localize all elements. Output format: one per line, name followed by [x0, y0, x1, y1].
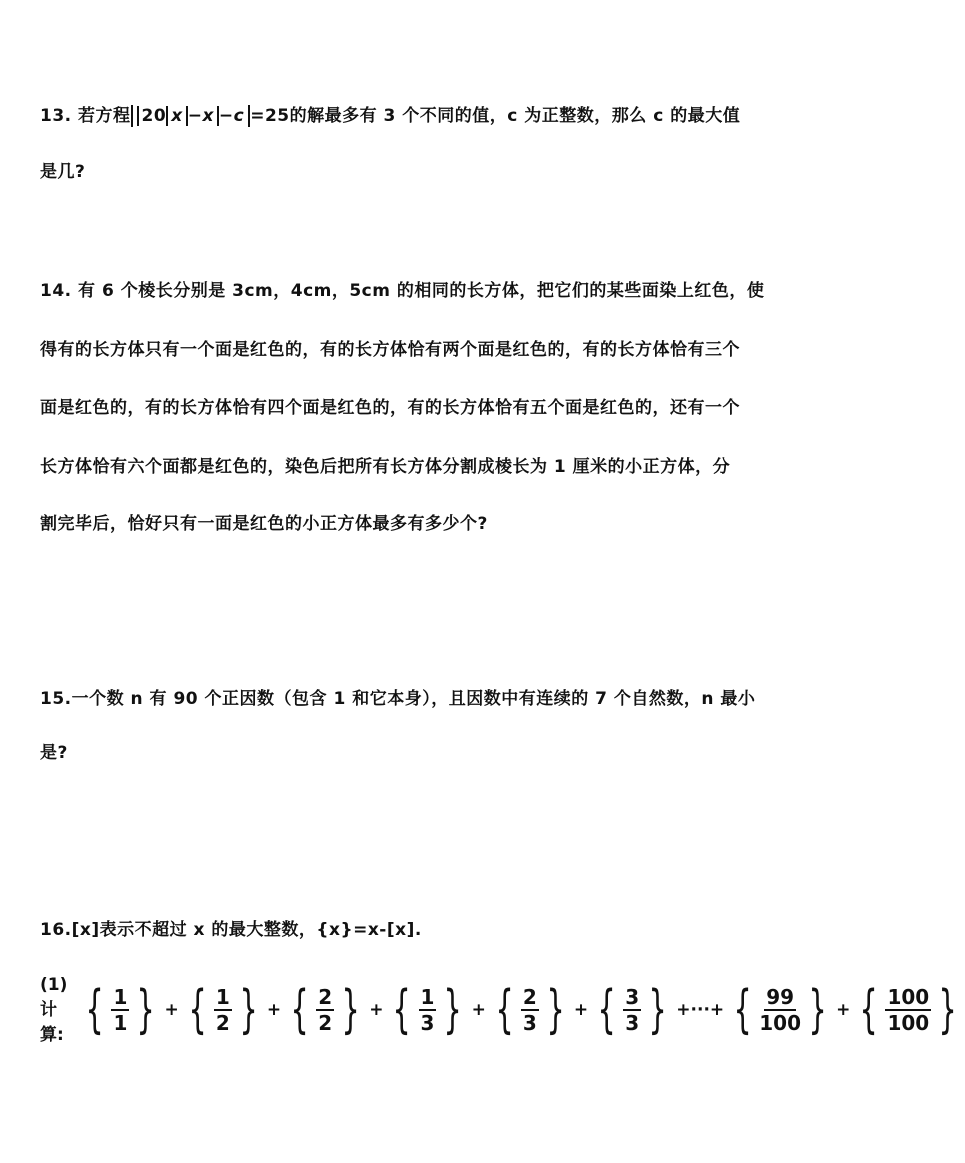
- q13-line2: 是几?: [40, 162, 86, 182]
- numerator: 100: [887, 985, 930, 1009]
- numerator: 1: [113, 985, 128, 1009]
- numerator: 2: [318, 985, 333, 1009]
- fraction-part-2: { $\frac{1}{2}$ }: [188, 980, 258, 1040]
- q13-minus2: −: [218, 106, 234, 126]
- numerator: 1: [215, 985, 230, 1009]
- q13-var-x1: x: [171, 106, 183, 126]
- fraction-part-8: { $\frac{100}{100}$ }: [859, 980, 957, 1040]
- q16-part-label: (1) 计算:: [40, 975, 68, 1045]
- numerator: 1: [420, 985, 435, 1009]
- q13-rhs: =25: [250, 106, 290, 126]
- q13-var-x2: x: [202, 106, 214, 126]
- plus-sign: +: [836, 1000, 851, 1020]
- denominator: 3: [522, 1011, 537, 1035]
- plus-sign: +: [266, 1000, 282, 1020]
- denominator: 100: [887, 1011, 930, 1035]
- fraction-part-3: { $\frac{2}{2}$ }: [290, 980, 360, 1040]
- q14-line4: 长方体恰有六个面都是红色的，染色后把所有长方体分割成棱长为 1 厘米的小正方体，分: [40, 457, 731, 477]
- denominator: 3: [625, 1011, 640, 1035]
- plus-sign: +: [369, 1000, 384, 1020]
- q13-line1-rest: 的解最多有 3 个不同的值，c 为正整数，那么 c 的最大值: [289, 106, 741, 126]
- q14-line3: 面是红色的，有的长方体恰有四个面是红色的，有的长方体恰有五个面是红色的，还有一个: [40, 398, 740, 418]
- denominator: 2: [215, 1011, 230, 1035]
- denominator: 100: [759, 1011, 801, 1035]
- fraction-part-4: { $\frac{1}{3}$ }: [392, 980, 463, 1040]
- denominator: 3: [420, 1011, 435, 1035]
- numerator: 3: [625, 985, 640, 1009]
- q15-line1: 15.一个数 n 有 90 个正因数（包含 1 和它本身），且因数中有连续的 7 个自然数，n 最小: [40, 689, 756, 709]
- q15-line2: 是?: [40, 743, 68, 763]
- denominator: 2: [318, 1011, 333, 1035]
- q13-coef: 20: [141, 106, 167, 126]
- fraction-part-5: { $\frac{2}{3}$ }: [495, 980, 565, 1040]
- q13-prefix: 13. 若方程: [40, 106, 131, 126]
- q13-abs-x: [166, 106, 187, 126]
- q13-equation: [131, 105, 251, 127]
- q13-minus1: −: [187, 106, 203, 126]
- q13-inner-abs: [137, 106, 219, 126]
- plus-sign: +: [573, 1000, 589, 1020]
- q14-line1: 14. 有 6 个棱长分别是 3cm，4cm，5cm 的相同的长方体，把它们的某些面染上红色，使: [40, 281, 765, 301]
- fraction-part-1: { $\frac{1}{1}$ }: [85, 980, 156, 1040]
- numerator: 99: [766, 985, 795, 1009]
- q14-line2: 得有的长方体只有一个面是红色的，有的长方体恰有两个面是红色的，有的长方体恰有三个: [40, 340, 740, 360]
- ellipsis-sign: +···+: [676, 1000, 725, 1020]
- plus-sign: +: [471, 1000, 486, 1020]
- q13-var-c: c: [233, 106, 245, 126]
- denominator: 1: [113, 1011, 128, 1035]
- fraction-part-7: { $\frac{99}{100}$ }: [733, 980, 827, 1040]
- q16-line1: 16.[x]表示不超过 x 的最大整数，{x}=x-[x].: [40, 920, 422, 940]
- numerator: 2: [522, 985, 537, 1009]
- q14-line5: 割完毕后，恰好只有一面是红色的小正方体最多有多少个?: [40, 514, 488, 534]
- q13-line1: [40, 104, 828, 128]
- plus-sign: +: [164, 1000, 179, 1020]
- fraction-part-6: { $\frac{3}{3}$ }: [597, 980, 667, 1040]
- q16-part1-expression: [40, 975, 965, 1045]
